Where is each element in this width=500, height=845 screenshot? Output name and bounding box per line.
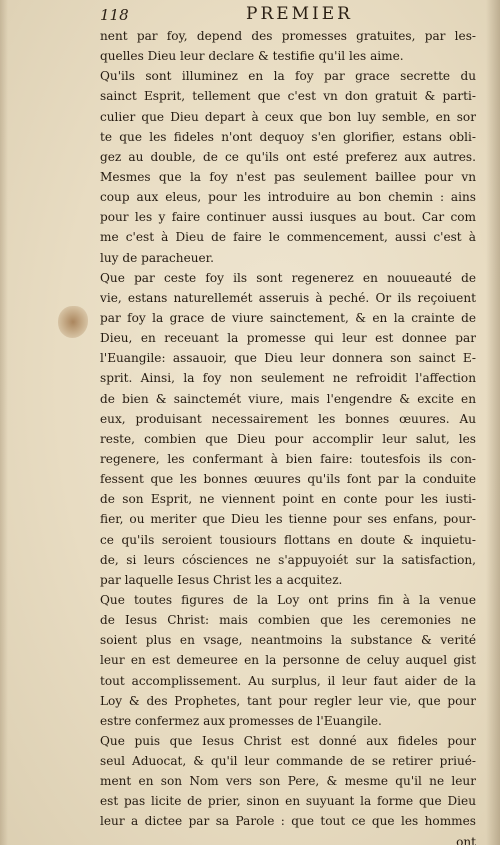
text-line: Dieu, en receuant la promesse qui leur est donnee par bbox=[100, 331, 476, 346]
text-line: Que toutes figures de la Loy ont prins fin à la venue bbox=[100, 592, 476, 607]
catchword: ont bbox=[456, 834, 476, 845]
text-line: ment en son Nom vers son Pere, & mesme qu'il ne leur bbox=[100, 774, 476, 789]
page-number: 118 bbox=[100, 6, 129, 24]
text-line: regenere, les confermant à bien faire: toutesfois ils con- bbox=[100, 451, 476, 466]
text-line: vie, estans naturellemét asseruis à peché. Or ils reçoiuent bbox=[100, 290, 476, 305]
text-line: de, si leurs cósciences ne s'appuyoiét sur la satisfaction, bbox=[100, 552, 476, 567]
page-header bbox=[0, 4, 500, 26]
text-line: pour les y faire continuer aussi iusques au bout. Car com bbox=[100, 210, 476, 225]
text-line: gez au double, de ce qu'ils ont esté preferez aux autres. bbox=[100, 149, 476, 164]
text-line: luy de paracheuer. bbox=[100, 250, 214, 265]
text-line: par foy la grace de viure sainctement, & en la crainte de bbox=[100, 310, 476, 325]
text-line: sainct Esprit, tellement que c'est vn don gratuit & parti- bbox=[100, 89, 476, 104]
text-line: Mesmes que la foy n'est pas seulement baillee pour vn bbox=[100, 169, 476, 184]
text-line: Qu'ils sont illuminez en la foy par grace secrette du bbox=[100, 69, 476, 84]
ink-stain bbox=[58, 306, 88, 338]
text-line: est pas licite de prier, sinon en suyuant la forme que Dieu bbox=[100, 794, 476, 809]
text-line: l'Euangile: assauoir, que Dieu leur donnera son sainct E- bbox=[100, 351, 476, 366]
text-line: sprit. Ainsi, la foy non seulement ne refroidit l'affection bbox=[100, 371, 476, 386]
text-line: leur en est demeuree en la personne de celuy auquel gist bbox=[100, 653, 476, 668]
text-line: eux, produisant necessairement les bonnes œuures. Au bbox=[100, 411, 476, 426]
text-line: leur a dictee par sa Parole : que tout ce que les hommes bbox=[100, 814, 476, 829]
gutter-shadow bbox=[486, 0, 500, 845]
text-line: nent par foy, depend des promesses gratuites, par les- bbox=[100, 29, 476, 43]
text-line: fier, ou meriter que Dieu les tienne pour ses enfans, pour- bbox=[100, 512, 476, 527]
text-line: de son Esprit, ne viennent point en conte pour les iusti- bbox=[100, 492, 476, 507]
text-line: soient plus en vsage, neantmoins la substance & verité bbox=[100, 633, 476, 648]
text-line: reste, combien que Dieu pour accomplir leur salut, les bbox=[100, 431, 476, 446]
text-line: fessent que les bonnes œuures qu'ils font par la conduite bbox=[100, 472, 476, 487]
text-line: Que puis que Iesus Christ est donné aux fideles pour bbox=[100, 733, 476, 748]
text-line: Loy & des Prophetes, tant pour regler leur vie, que pour bbox=[100, 693, 476, 708]
text-line: te que les fideles n'ont dequoy s'en glorifier, estans obli- bbox=[100, 129, 476, 144]
text-line: me c'est à Dieu de faire le commencement, aussi c'est à bbox=[100, 230, 476, 245]
text-line: de Iesus Christ: mais combien que les ceremonies ne bbox=[100, 613, 476, 628]
text-line: de bien & sainctemét viure, mais l'engendre & excite en bbox=[100, 391, 476, 406]
body-text bbox=[100, 26, 476, 845]
text-line: ce qu'ils seroient tousiours flottans en doute & inquietu- bbox=[100, 532, 476, 547]
text-line: coup aux eleus, pour les introduire au bon chemin : ains bbox=[100, 190, 476, 205]
text-line: seul Aduocat, & qu'il leur commande de se retirer priué- bbox=[100, 754, 476, 769]
page-left-edge bbox=[0, 0, 8, 845]
text-line: Que par ceste foy ils sont regenerez en nouueauté de bbox=[100, 270, 476, 285]
text-line: tout accomplissement. Au surplus, il leur faut aider de la bbox=[100, 673, 476, 688]
running-head: PREMIER bbox=[246, 4, 353, 24]
text-line: culier que Dieu depart à ceux que bon luy semble, en sor bbox=[100, 109, 476, 124]
text-line: quelles Dieu leur declare & testifie qu'il les aime. bbox=[100, 49, 404, 64]
text-line: par laquelle Iesus Christ les a acquitez. bbox=[100, 572, 343, 587]
text-line: estre confermez aux promesses de l'Euangile. bbox=[100, 713, 382, 728]
